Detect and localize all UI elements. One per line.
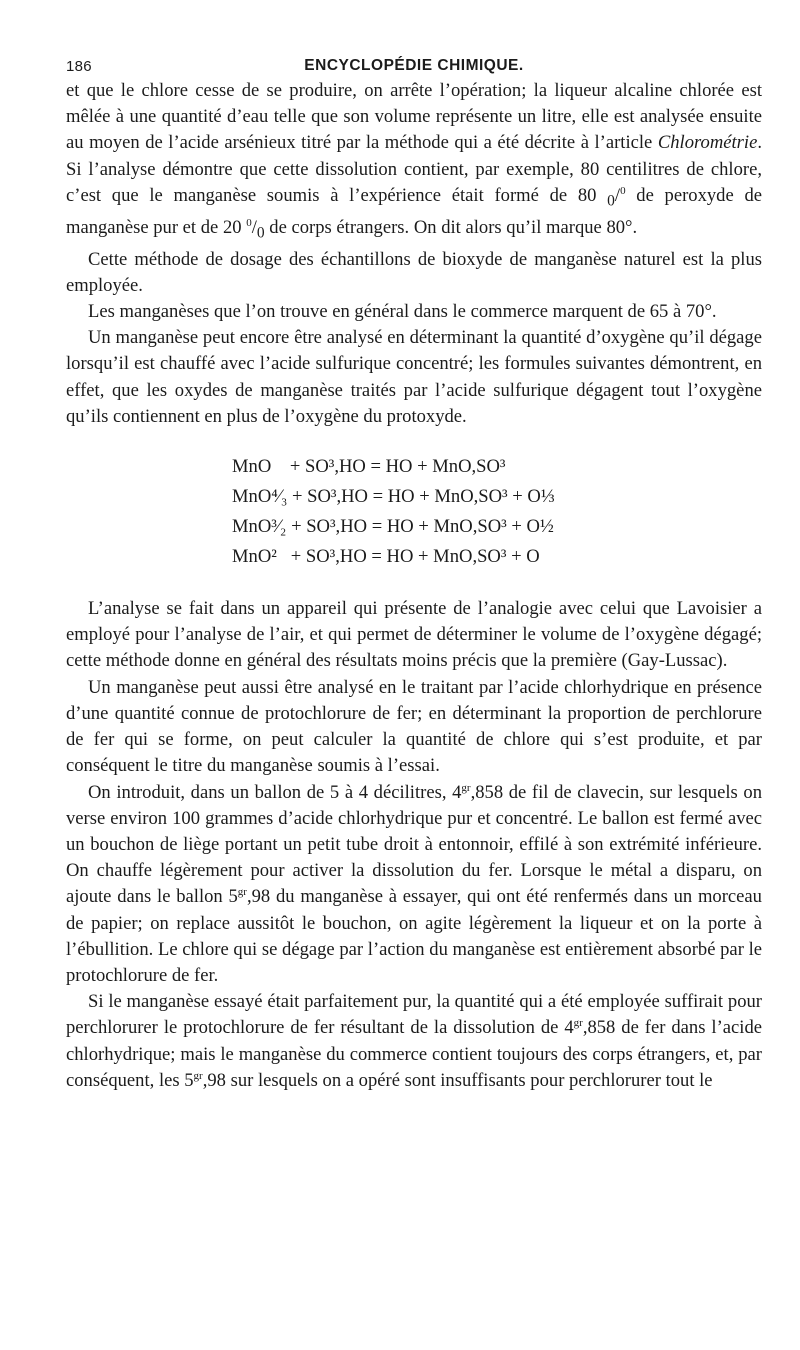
- chemical-equation: MnO⁴⁄₃ + SO³,HO = HO + MnO,SO³ + O⅓: [232, 486, 555, 508]
- paragraph: [66, 780, 762, 990]
- text-run-sup: 0: [246, 216, 252, 229]
- text-run: de corps étrangers. On dit alors qu’il marque 80°.: [264, 216, 638, 238]
- text-run-sub: 0: [607, 192, 615, 210]
- body-text: [66, 78, 762, 1094]
- text-run: Un manganèse peut aussi être analysé en le traitant par l’acide chlorhydrique en présence d’une quantité connue de protochlorure de fer; en déterminant la proportion de perchlorure de fer qui se forme, on peut calculer la quantité de chlore qui s’est produite, et par conséquent le titre du manganèse soumis à l’essai.: [66, 676, 762, 777]
- paragraph: [66, 596, 762, 675]
- text-run: L’analyse se fait dans un appareil qui présente de l’analogie avec celui que Lavoisier a employé pour l’analyse de l’air, et qui permet de déterminer le volume de l’oxygène dégagé; cette méthode donne en général des résultats moins précis que la première (Gay-Lussac).: [66, 598, 762, 672]
- text-run: ,858 de fil de clavecin, sur lesquels on verse environ 100 grammes d’acide chlorhydrique pur et concentré. Le ballon est fermé avec un bouchon de liège portant un petit tube droit à entonnoir, effilé à son extrémité inférieure. On chauffe légèrement pour activer la dissolution du fer. Lorsque le métal a disparu, on ajoute dans le ballon 5: [66, 781, 762, 908]
- text-run: ,98 du manganèse à essayer, qui ont été renfermés dans un morceau de papier; on replace aussitôt le bouchon, on agite légèrement la liqueur et on la porte à l’ébullition. Le chlore qui se dégage par l’action du manganèse est entièrement absorbé par le protochlorure de fer.: [66, 886, 762, 986]
- text-run: /: [614, 184, 621, 206]
- text-run-italic: Chlorométrie: [657, 132, 758, 154]
- text-run-sup: gr: [461, 781, 471, 794]
- chemical-equation: MnO³⁄₂ + SO³,HO = HO + MnO,SO³ + O½: [232, 516, 554, 538]
- paragraph: [66, 247, 762, 299]
- text-run: Si le manganèse essayé était parfaitement pur, la quantité qui a été employée suffirait pour perchlorurer le protochlorure de fer résultant de la dissolution de 4: [66, 991, 762, 1039]
- equation-block: [66, 452, 762, 572]
- text-run: Cette méthode de dosage des échantillons de bioxyde de manganèse naturel est la plus employée.: [66, 248, 762, 296]
- chemical-equation: MnO² + SO³,HO = HO + MnO,SO³ + O: [232, 546, 540, 568]
- text-run-sup: gr: [237, 886, 247, 899]
- paragraph: [66, 299, 762, 325]
- text-run: de peroxyde de manganèse pur et de 20: [66, 184, 762, 238]
- paragraph: [66, 675, 762, 780]
- text-run: Un manganèse peut encore être analysé en déterminant la quantité d’oxygène qu’il dégage lorsqu’il est chauffé avec l’acide sulfurique concentré; les formules suivantes démontrent, en effet, que les oxydes de manganèse traités par l’acide sulfurique dégagent tout l’oxygène qu’ils contiennent en plus de l’oxygène du protoxyde.: [66, 327, 762, 427]
- paragraph: [66, 78, 762, 247]
- text-run-sup: gr: [193, 1069, 203, 1082]
- page-header: [66, 0, 762, 78]
- text-run: ,98 sur lesquels on a opéré sont insuffisants pour perchlorurer tout le: [202, 1069, 713, 1091]
- running-title: ENCYCLOPÉDIE CHIMIQUE.: [304, 57, 524, 74]
- text-run-sup: 0: [620, 184, 626, 197]
- page-number: 186: [66, 58, 92, 75]
- text-run: Les manganèses que l’on trouve en général dans le commerce marquent de 65 à 70°.: [88, 301, 717, 323]
- text-run-sup: gr: [573, 1017, 583, 1030]
- text-run: /: [251, 216, 257, 238]
- chemical-equation: MnO + SO³,HO = HO + MnO,SO³: [232, 456, 506, 478]
- text-run: et que le chlore cesse de se produire, on arrête l’opération; la liqueur alcaline chlorée est mêlée à une quantité d’eau telle que son volume représente un litre, elle est analysée ensuite au moyen de l’acide arsénieux titré par la méthode qui a été décrite à l’article: [66, 80, 762, 154]
- paragraph: [66, 989, 762, 1094]
- paragraph: [66, 325, 762, 430]
- text-run: On introduit, dans un ballon de 5 à 4 décilitres, 4: [88, 781, 462, 803]
- text-run-sub: 0: [256, 224, 265, 242]
- text-run: . Si l’analyse démontre que cette dissolution contient, par exemple, 80 centilitres de chlore, c’est que le manganèse soumis à l’expérience était formé de 80: [66, 132, 762, 206]
- text-run: ,858 de fer dans l’acide chlorhydrique; mais le manganèse du commerce contient toujours des corps étrangers, et, par conséquent, les 5: [66, 1017, 762, 1091]
